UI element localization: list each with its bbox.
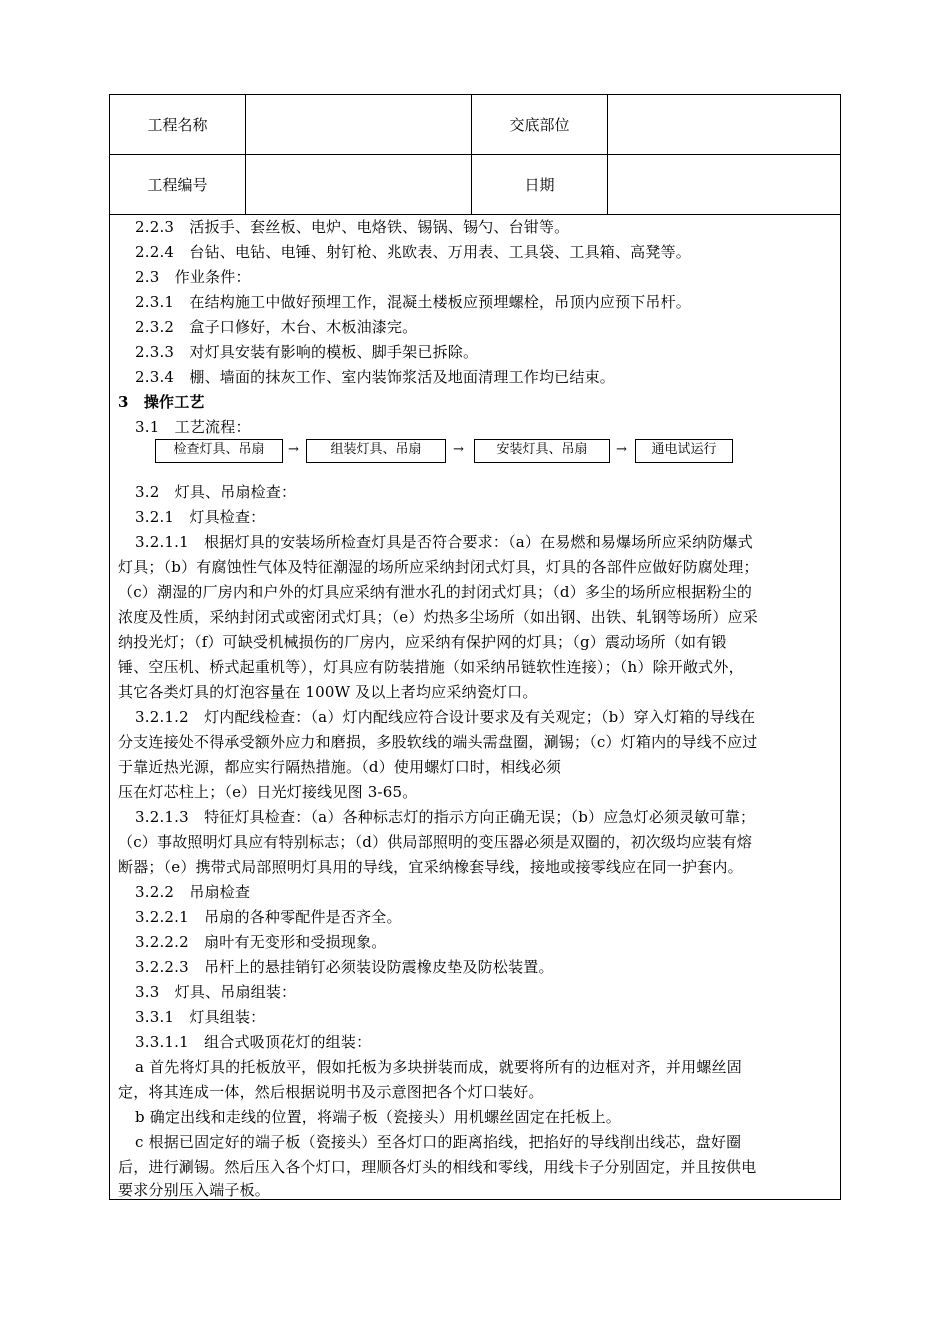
text-line: 2.3.4 棚、墙面的抹灰工作、室内装饰浆活及地面清理工作均已结束。 xyxy=(135,368,615,386)
date-label: 日期 xyxy=(524,176,555,194)
section-heading: 3 操作工艺 xyxy=(118,393,205,411)
text-line: 后，进行涮锡。然后压入各个灯口，理顺各灯头的相线和零线，用线卡子分别固定，并且按供电 xyxy=(118,1158,757,1176)
text-line: 灯具；（b）有腐蚀性气体及特征潮湿的场所应采纳封闭式灯具，灯具的各部件应做好防腐处理； xyxy=(118,558,759,576)
text-line: 压在灯芯柱上；（e）日光灯接线见图 3-65。 xyxy=(118,783,418,801)
flow-step-4: 通电试运行 xyxy=(635,439,733,463)
text-line: 其它各类灯具的灯泡容量在 100W 及以上者均应采纳瓷灯口。 xyxy=(118,683,538,701)
text-line: 3.1 工艺流程： xyxy=(135,418,251,436)
text-line: 于靠近热光源，都应实行隔热措施。（d）使用螺灯口时，相线必须 xyxy=(118,758,562,776)
text-line: 要求分别压入端子板。 xyxy=(118,1181,271,1199)
location-label: 交底部位 xyxy=(509,116,570,134)
text-line: c 根据已固定好的端子板（瓷接头）至各灯口的距离掐线，把掐好的导线削出线芯，盘好圈 xyxy=(135,1133,742,1151)
text-line: 纳投光灯；（f）可缺受机械损伤的厂房内，应采纳有保护网的灯具；（g）震动场所（如有锻 xyxy=(118,633,727,651)
text-line: 3.2.1.2 灯内配线检查：（a）灯内配线应符合设计要求及有关观定；（b）穿入灯箱的导线在 xyxy=(135,708,756,726)
text-line: 定，将其连成一体，然后根据说明书及示意图把各个灯口装好。 xyxy=(118,1083,544,1101)
text-line: 2.2.3 活扳手、套丝板、电炉、电烙铁、锡锅、锡勺、台钳等。 xyxy=(135,218,570,236)
header-bottom-divider xyxy=(110,214,840,215)
flow-arrow: → xyxy=(453,442,464,457)
project-no-label: 工程编号 xyxy=(147,176,208,194)
text-line: 2.3 作业条件： xyxy=(135,268,251,286)
text-line: 3.2.2.3 吊杆上的悬挂销钉必须装设防震橡皮垫及防松装置。 xyxy=(135,958,554,976)
text-line: 分支连接处不得承受额外应力和磨损，多股软线的端头需盘圈，涮锡；（c）灯箱内的导线不应过 xyxy=(118,733,758,751)
flow-step-1: 检查灯具、吊扇 xyxy=(155,439,283,463)
text-line: 2.3.1 在结构施工中做好预埋工作，混凝土楼板应预埋螺栓，吊顶内应预下吊杆。 xyxy=(135,293,691,311)
project-name-label: 工程名称 xyxy=(147,116,208,134)
text-line: a 首先将灯具的托板放平，假如托板为多块拼装而成，就要将所有的边框对齐，并用螺丝固 xyxy=(135,1058,742,1076)
text-line: 3.2.2 吊扇检查 xyxy=(135,883,251,901)
header-row-divider xyxy=(110,154,840,155)
header-col-divider-3 xyxy=(607,95,608,215)
text-line: 3.2.1.1 根据灯具的安装场所检查灯具是否符合要求：（a）在易燃和易爆场所应采纳防爆式 xyxy=(135,533,753,551)
text-line: （c）潮湿的厂房内和户外的灯具应采纳有泄水孔的封闭式灯具；（d）多尘的场所应根据粉尘的 xyxy=(118,583,753,601)
flow-step-3: 安装灯具、吊扇 xyxy=(474,439,610,463)
text-line: 3.2.2.1 吊扇的各种零配件是否齐全。 xyxy=(135,908,402,926)
header-col-divider-1 xyxy=(245,95,246,215)
header-table xyxy=(110,95,840,215)
flow-arrow: → xyxy=(616,442,627,457)
text-line: 3.3.1.1 组合式吸顶花灯的组装： xyxy=(135,1033,372,1051)
text-line: 3.2.1.3 特征灯具检查：（a）各种标志灯的指示方向正确无误；（b）应急灯必须灵敏可靠； xyxy=(135,808,756,826)
text-line: 3.3.1 灯具组装： xyxy=(135,1008,266,1026)
flow-arrow: → xyxy=(288,442,299,457)
text-line: 锤、空压机、桥式起重机等），灯具应有防装措施（如采纳吊链软性连接）；（h）除开敞式外， xyxy=(118,658,744,676)
text-line: 3.3 灯具、吊扇组装： xyxy=(135,983,297,1001)
text-line: （c）事故照明灯具应有特别标志；（d）供局部照明的变压器必须是双圈的，初次级均应装有熔 xyxy=(118,833,753,851)
text-line: 浓度及性质，采纳封闭式或密闭式灯具；（e）灼热多尘场所（如出钢、出铁、轧钢等场所）应采 xyxy=(118,608,758,626)
text-line: 3.2 灯具、吊扇检查： xyxy=(135,483,297,501)
header-col-divider-2 xyxy=(471,95,472,215)
text-line: 2.2.4 台钻、电钻、电锤、射钉枪、兆欧表、万用表、工具袋、工具箱、高凳等。 xyxy=(135,243,691,261)
text-line: b 确定出线和走线的位置，将端子板（瓷接头）用机螺丝固定在托板上。 xyxy=(135,1108,621,1126)
text-line: 2.3.2 盒子口修好，木台、木板油漆完。 xyxy=(135,318,418,336)
text-line: 3.2.2.2 扇叶有无变形和受损现象。 xyxy=(135,933,387,951)
text-line: 2.3.3 对灯具安装有影响的模板、脚手架已拆除。 xyxy=(135,343,479,361)
flow-step-2: 组装灯具、吊扇 xyxy=(306,439,446,463)
disclosure-sheet xyxy=(109,94,841,1200)
text-line: 3.2.1 灯具检查： xyxy=(135,508,266,526)
text-line: 断器；（e）携带式局部照明灯具用的导线，宜采纳橡套导线，接地或接零线应在同一护套内。 xyxy=(118,858,743,876)
